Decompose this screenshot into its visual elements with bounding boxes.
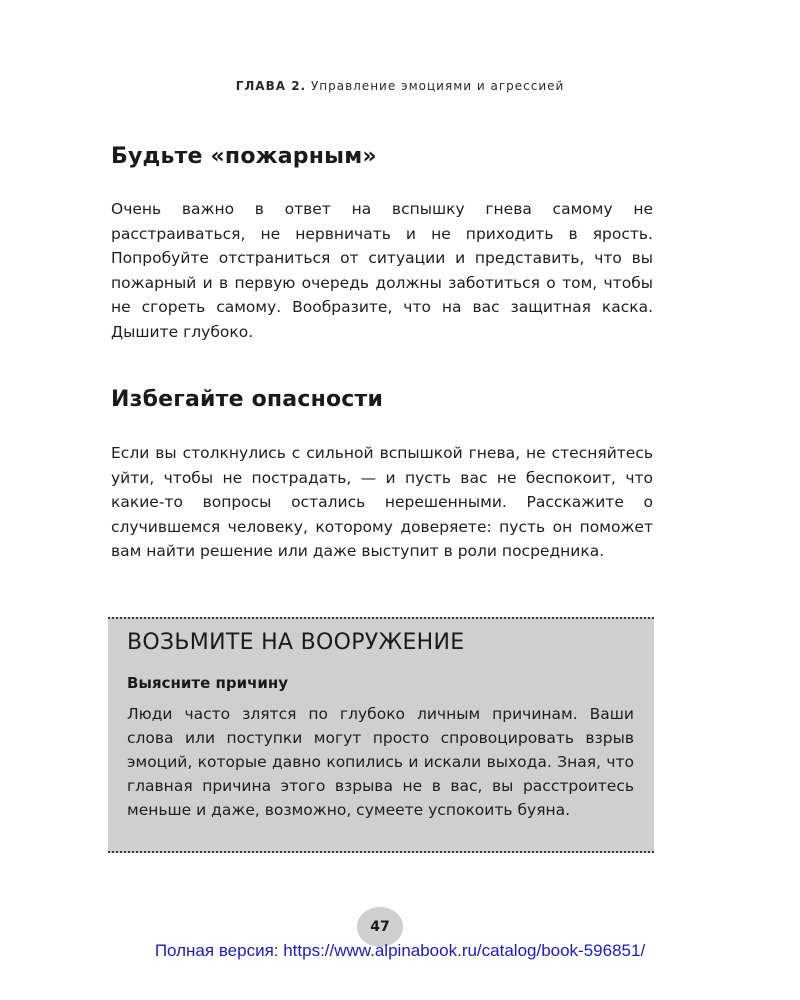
tip-callout-box bbox=[108, 617, 654, 853]
chapter-title: Управление эмоциями и агрессией bbox=[310, 79, 565, 93]
section-paragraph-avoid-danger: Если вы столкнулись с сильной вспышкой гнева, не стесняйтесь уйти, чтобы не пострадать, — и пусть вас не беспокоит, что какие-то вопросы остались нерешенными. Расскажите о случившемся человеку, которому доверяете: пусть он поможет вам найти решение или даже выступит в роли посредника. bbox=[111, 444, 653, 561]
running-header bbox=[0, 79, 800, 93]
callout-text: Люди часто злятся по глубоко личным причинам. Ваши слова или поступки могут просто спровоцировать взрыв эмоций, которые давно копились и искали выхода. Зная, что главная причина этого взрыва не в вас, вы расстроитесь меньше и даже, возможно, сумеете успокоить буяна. bbox=[127, 705, 634, 819]
callout-subtitle: Выясните причину bbox=[127, 674, 289, 692]
section-heading-avoid-danger: Избегайте опасности bbox=[111, 387, 384, 412]
section-paragraph-firefighter: Очень важно в ответ на вспышку гнева самому не расстраиваться, не нервничать и не приходить в ярость. Попробуйте отстраниться от ситуации и представить, что вы пожарный и в первую очередь должны заботиться о том, чтобы не сгореть самому. Вообразите, что на вас защитная каска. Дышите глубоко. bbox=[111, 200, 653, 341]
section-heading-firefighter: Будьте «пожарным» bbox=[111, 144, 377, 169]
full-version-link[interactable]: Полная версия: https://www.alpinabook.ru/catalog/book-596851/ bbox=[154, 941, 646, 960]
page-number-badge: 47 bbox=[357, 907, 403, 947]
chapter-label: ГЛАВА 2. bbox=[235, 79, 307, 93]
callout-title: ВОЗЬМИТЕ НА ВООРУЖЕНИЕ bbox=[127, 630, 465, 655]
